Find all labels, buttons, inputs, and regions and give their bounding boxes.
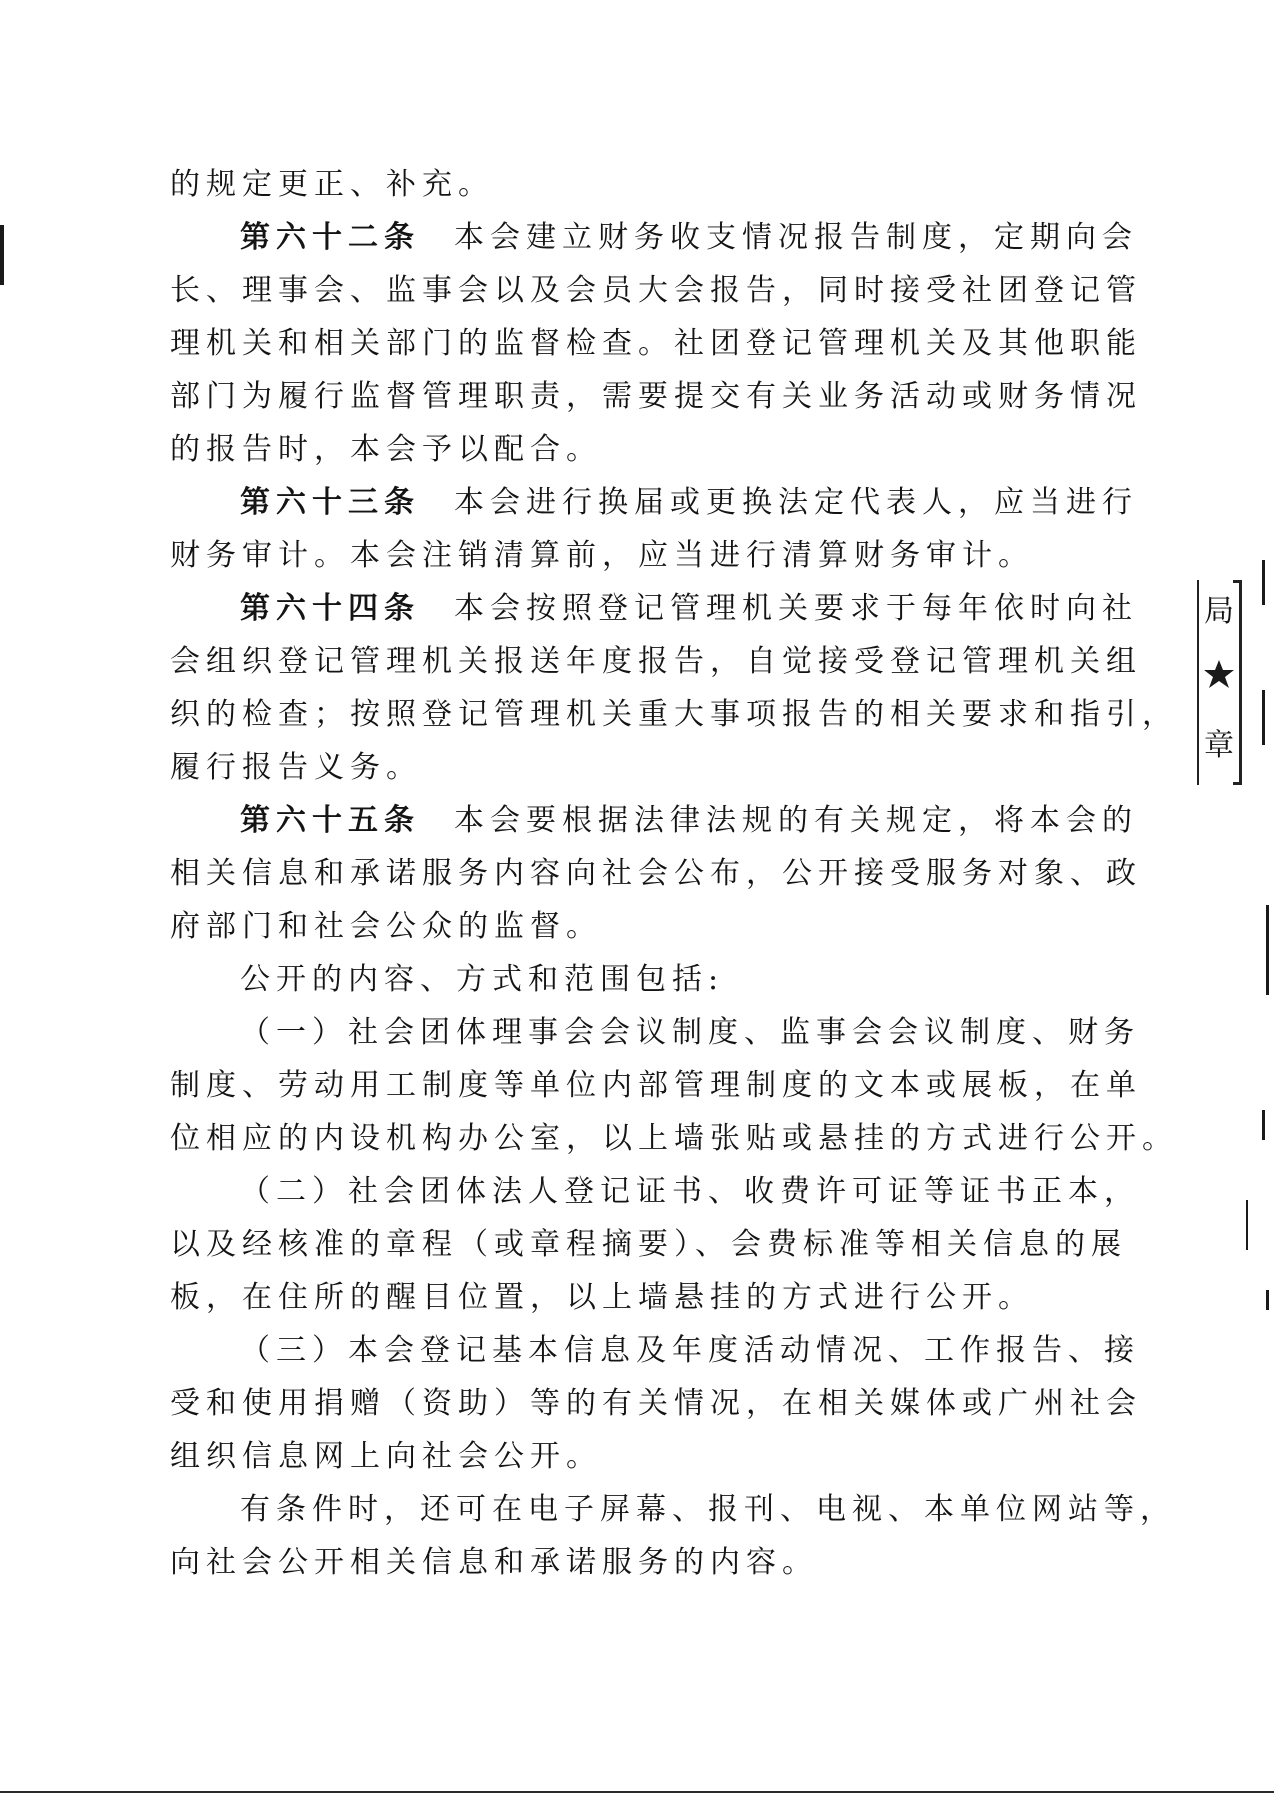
article-64-heading-line [170,582,1138,635]
article-63-label: 第六十三条 [240,485,420,520]
article-64-text: 本会按照登记管理机关要求于每年依时向社 [454,591,1138,626]
seal-tick [1233,580,1242,583]
text-line: 相关信息和承诺服务内容向社会公布，公开接受服务对象、政 [170,856,1142,891]
seal-char-top: 局 [1204,594,1234,629]
text-line: 组织信息网上向社会公开。 [170,1439,602,1474]
text-line: 履行报告义务。 [170,750,422,785]
article-63-text: 本会进行换届或更换法定代表人，应当进行 [454,485,1138,520]
text-line: （三）本会登记基本信息及年度活动情况、工作报告、接 [240,1333,1140,1368]
text-line: 有条件时，还可在电子屏幕、报刊、电视、本单位网站等， [240,1492,1176,1527]
scan-artifact [1266,905,1269,995]
scan-artifact [1262,1110,1265,1140]
article-62-label: 第六十二条 [240,220,420,255]
text-line: 位相应的内设机构办公室，以上墙张贴或悬挂的方式进行公开。 [170,1121,1178,1156]
text-line: 部门为履行监督管理职责，需要提交有关业务活动或财务情况 [170,379,1142,414]
text-line: 织的检查；按照登记管理机关重大事项报告的相关要求和指引， [170,697,1178,732]
article-65-label: 第六十五条 [240,803,420,838]
article-62-text: 本会建立财务收支情况报告制度，定期向会 [454,220,1138,255]
article-62-heading-line [170,211,1138,264]
seal-tick [1233,782,1242,785]
document-body [170,158,1178,1589]
text-line: 府部门和社会公众的监督。 [170,909,602,944]
scan-artifact [0,225,4,285]
text-line: 会组织登记管理机关报送年度报告，自觉接受登记管理机关组 [170,644,1142,679]
article-63-heading-line [170,476,1138,529]
text-line: （一）社会团体理事会会议制度、监事会会议制度、财务 [240,1015,1140,1050]
scan-artifact [1266,1290,1269,1310]
text-line: 向社会公开相关信息和承诺服务的内容。 [170,1545,818,1580]
text-line: 以及经核准的章程（或章程摘要）、会费标准等相关信息的展 [170,1227,1127,1262]
page-bottom-edge [0,1791,1274,1793]
official-seal-fragment [1197,580,1242,785]
scan-artifact [1262,690,1265,745]
seal-char-bottom: 章 [1204,728,1234,763]
scan-artifact [1246,1200,1248,1250]
text-line: 的规定更正、补充。 [170,167,494,202]
text-line: 长、理事会、监事会以及会员大会报告，同时接受社团登记管 [170,273,1142,308]
text-line: 公开的内容、方式和范围包括: [240,962,725,997]
article-65-heading-line [170,794,1138,847]
text-line: 制度、劳动用工制度等单位内部管理制度的文本或展板，在单 [170,1068,1142,1103]
text-line: （二）社会团体法人登记证书、收费许可证等证书正本， [240,1174,1140,1209]
star-icon [1203,658,1235,690]
article-64-label: 第六十四条 [240,591,420,626]
text-line: 理机关和相关部门的监督检查。社团登记管理机关及其他职能 [170,326,1142,361]
scan-artifact [1262,560,1265,605]
text-line: 受和使用捐赠（资助）等的有关情况，在相关媒体或广州社会 [170,1386,1142,1421]
text-line: 财务审计。本会注销清算前，应当进行清算财务审计。 [170,538,1034,573]
article-65-text: 本会要根据法律法规的有关规定，将本会的 [454,803,1138,838]
text-line: 的报告时，本会予以配合。 [170,432,602,467]
text-line: 板，在住所的醒目位置，以上墙悬挂的方式进行公开。 [170,1280,1034,1315]
